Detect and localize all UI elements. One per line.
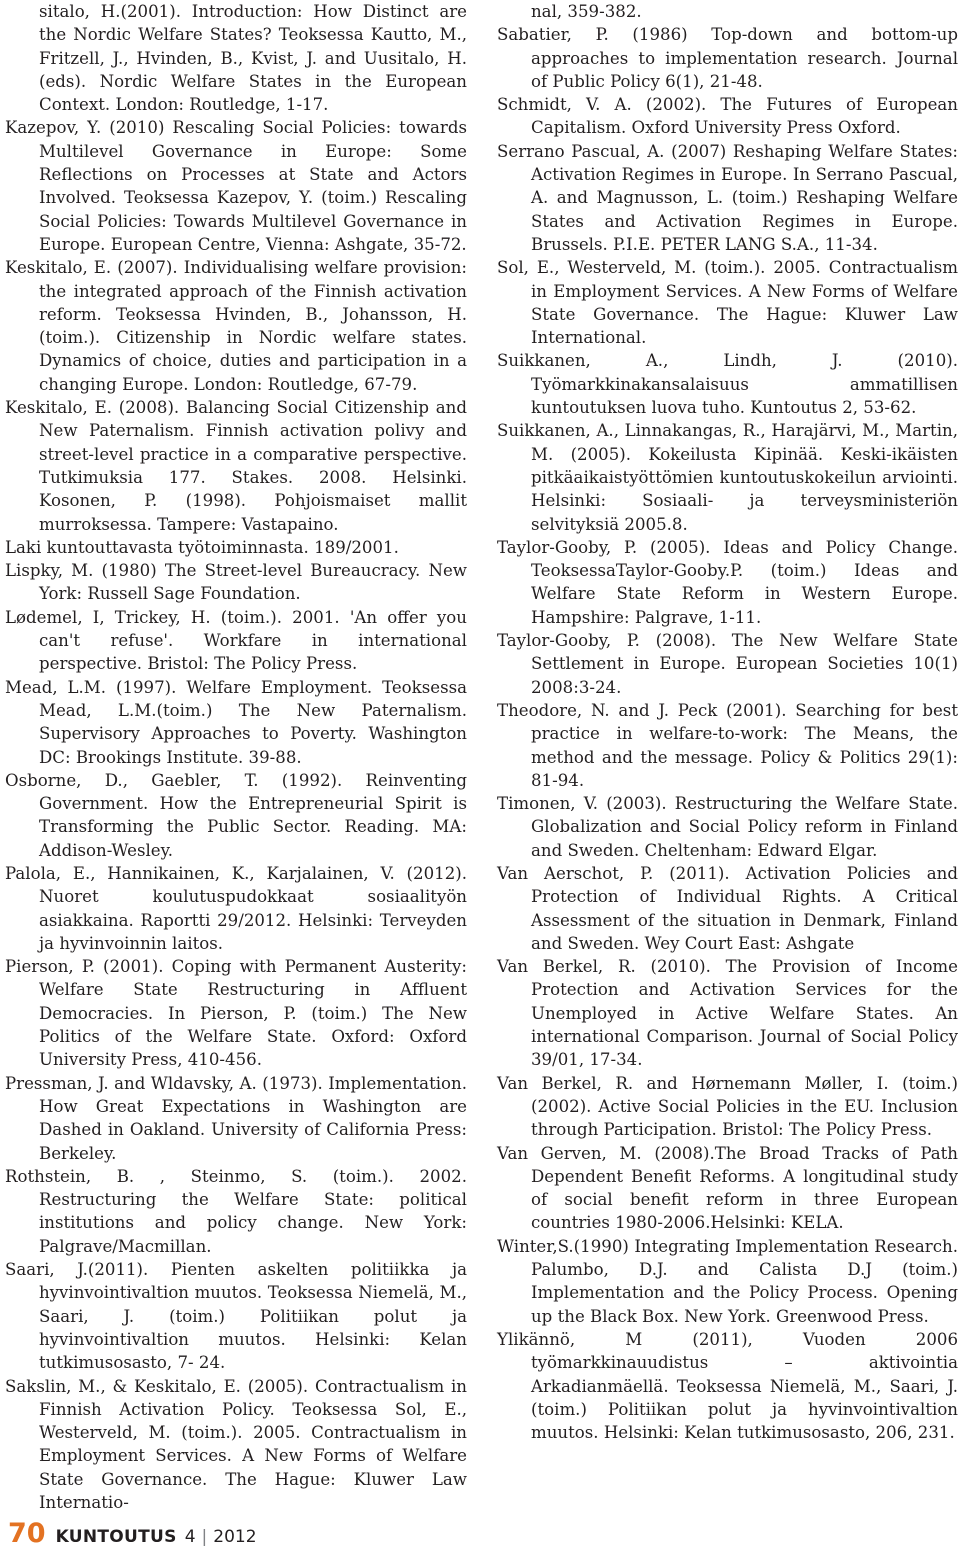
reference-entry: Saari, J.(2011). Pienten askelten politiikka ja hyvinvointivaltion muutos. Teoksessa Niemelä, M., Saari, J. (toim.) Politiikan polut ja hyvinvointivaltion muutos. Helsinki: Kelan tutkimusosasto, 7- 24. xyxy=(5,1260,467,1373)
reference-entry: Suikkanen, A., Linnakangas, R., Harajärvi, M., Martin, M. (2005). Kokeilusta Kipinää. Keski-ikäisten pitkäaikaistyöttömien kuntoutuskokeilun arviointi. Helsinki: Sosiaali- ja terveysministeriön selvityksiä 2005.8. xyxy=(497,421,958,534)
reference-entry: Van Berkel, R. and Hørnemann Møller, I. (toim.) (2002). Active Social Policies in the EU. Inclusion through Participation. Bristol: The Policy Press. xyxy=(497,1073,958,1140)
reference-entry: Lødemel, I, Trickey, H. (toim.). 2001. 'An offer you can't refuse'. Workfare in international perspective. Bristol: The Policy Press. xyxy=(5,607,467,674)
reference-entry: Keskitalo, E. (2008). Balancing Social Citizenship and New Paternalism. Finnish activation polivy and street-level practice in a comparative perspective. Tutkimuksia 177. Stakes. 2008. Helsinki. Kosonen, P. (1998). Pohjoismaiset mallit murroksessa. Tampere: Vastapaino. xyxy=(5,398,467,534)
reference-entry: Taylor-Gooby, P. (2008). The New Welfare State Settlement in Europe. European Societies 10(1) 2008:3-24. xyxy=(497,631,958,697)
reference-entry: Theodore, N. and J. Peck (2001). Searching for best practice in welfare-to-work: The Means, the method and the message. Policy & Politics 29(1): 81-94. xyxy=(497,700,958,790)
reference-entry: Sabatier, P. (1986) Top-down and bottom-up approaches to implementation research. Journal of Public Policy 6(1), 21-48. xyxy=(497,25,958,91)
reference-entry: Ylikännö, M (2011), Vuoden 2006 työmarkkinauudistus – aktivointia Arkadianmäellä. Teoksessa Niemelä, M., Saari, J. (toim.) Politiikan polut ja hyvinvointivaltion muutos. Helsinki: Kelan tutkimusosasto, 206, 231. xyxy=(497,1329,958,1443)
page-number: 70 xyxy=(8,1518,46,1549)
reference-entry: Kazepov, Y. (2010) Rescaling Social Policies: towards Multilevel Governance in Europe: Some Reflections on Processes at State and Actors Involved. Teoksessa Kazepov, Y. (toim.) Rescaling Social Policies: Towards Multilevel Governance in Europe. European Centre, Vienna: Ashgate, 35-72. xyxy=(5,118,467,254)
reference-entry: Pressman, J. and Wldavsky, A. (1973). Implementation. How Great Expectations in Washington are Dashed in Oakland. University of California Press: Berkeley. xyxy=(5,1073,467,1163)
reference-entry: Schmidt, V. A. (2002). The Futures of European Capitalism. Oxford University Press Oxford. xyxy=(497,95,958,138)
reference-entry: Winter,S.(1990) Integrating Implementation Research. Palumbo, D.J. and Calista D.J (toim.) Implementation and the Policy Process. Opening up the Black Box. New York. Greenwood Press. xyxy=(497,1236,958,1326)
left-reference-column xyxy=(5,0,467,1514)
journal-name: KUNTOUTUS xyxy=(55,1527,177,1547)
reference-entry: Van Gerven, M. (2008).The Broad Tracks of Path Dependent Benefit Reforms. A longitudinal study of social benefit reform in three European countries 1980-2006.Helsinki: KELA. xyxy=(497,1143,958,1233)
reference-entry: Osborne, D., Gaebler, T. (1992). Reinventing Government. How the Entrepreneurial Spirit is Transforming the Public Sector. Reading. MA: Addison-Wesley. xyxy=(5,770,467,860)
reference-continuation: nal, 359-382. xyxy=(531,2,642,21)
reference-entry: Taylor-Gooby, P. (2005). Ideas and Policy Change. TeoksessaTaylor-Gooby.P. (toim.) Ideas and Welfare State Reform in Western Europe. Hampshire: Palgrave, 1-11. xyxy=(497,537,958,627)
page-footer xyxy=(8,1518,257,1549)
reference-entry: Sol, E., Westerveld, M. (toim.). 2005. Contractualism in Employment Services. A New Forms of Welfare State Governance. The Hague: Kluwer Law International. xyxy=(497,258,958,348)
reference-entry: Mead, L.M. (1997). Welfare Employment. Teoksessa Mead, L.M.(toim.) The New Paternalism. Supervisory Approaches to Poverty. Washington DC: Brookings Institute. 39-88. xyxy=(5,677,467,767)
reference-entry: Pierson, P. (2001). Coping with Permanent Austerity: Welfare State Restructuring in Affluent Democracies. In Pierson, P. (toim.) The New Politics of the Welfare State. Oxford: Oxford University Press, 410-456. xyxy=(5,957,467,1070)
issue-number: 4 xyxy=(184,1527,196,1547)
reference-entry: Laki kuntouttavasta työtoiminnasta. 189/2001. xyxy=(5,537,399,557)
reference-entry: Keskitalo, E. (2007). Individualising welfare provision: the integrated approach of the Finnish activation reform. Teoksessa Hvinden, B., Johansson, H. (toim.). Citizenship in Nordic welfare states. Dynamics of choice, duties and participation in a changing Europe. London: Routledge, 67-79. xyxy=(5,258,467,394)
reference-entry: sitalo, H.(2001). Introduction: How Distinct are the Nordic Welfare States? Teoksessa Kautto, M., Fritzell, J., Hvinden, B., Kvist, J. and Uusitalo, H. (eds). Nordic Welfare States in the European Context. London: Routledge, 1-17. xyxy=(39,2,467,115)
right-reference-column xyxy=(497,0,958,1444)
publication-year: 2012 xyxy=(213,1527,257,1547)
reference-entry: Palola, E., Hannikainen, K., Karjalainen, V. (2012). Nuoret koulutuspudokkaat sosiaalityön asiakkaina. Raportti 29/2012. Helsinki: Terveyden ja hyvinvoinnin laitos. xyxy=(5,863,467,953)
reference-entry: Serrano Pascual, A. (2007) Reshaping Welfare States: Activation Regimes in Europe. In Serrano Pascual, A. and Magnusson, L. (toim.) Reshaping Welfare States and Activation Regimes in Europe. Brussels. P.I.E. PETER LANG S.A., 11-34. xyxy=(497,141,958,254)
reference-entry: Timonen, V. (2003). Restructuring the Welfare State. Globalization and Social Policy reform in Finland and Sweden. Cheltenham: Edward Elgar. xyxy=(497,794,958,860)
reference-entry: Sakslin, M., & Keskitalo, E. (2005). Contractualism in Finnish Activation Policy. Teoksessa Sol, E., Westerveld, M. (toim.). 2005. Contractualism in Employment Services. A New Forms of Welfare State Governance. The Hague: Kluwer Law Internatio- xyxy=(5,1376,467,1512)
reference-entry: Rothstein, B. , Steinmo, S. (toim.). 2002. Restructuring the Welfare State: political institutions and policy change. New York: Palgrave/Macmillan. xyxy=(5,1166,467,1256)
reference-entry: Van Berkel, R. (2010). The Provision of Income Protection and Activation Services for the Unemployed in Active Welfare States. An international Comparison. Journal of Social Policy 39/01, 17-34. xyxy=(497,957,958,1070)
reference-entry: Suikkanen, A., Lindh, J. (2010). Työmarkkinakansalaisuus ammatillisen kuntoutuksen luova tuho. Kuntoutus 2, 53-62. xyxy=(497,351,958,418)
reference-entry: Lispky, M. (1980) The Street-level Bureaucracy. New York: Russell Sage Foundation. xyxy=(5,561,467,604)
reference-entry: Van Aerschot, P. (2011). Activation Policies and Protection of Individual Rights. A Critical Assessment of the situation in Denmark, Finland and Sweden. Wey Court East: Ashgate xyxy=(497,863,958,953)
footer-separator: | xyxy=(201,1527,208,1547)
